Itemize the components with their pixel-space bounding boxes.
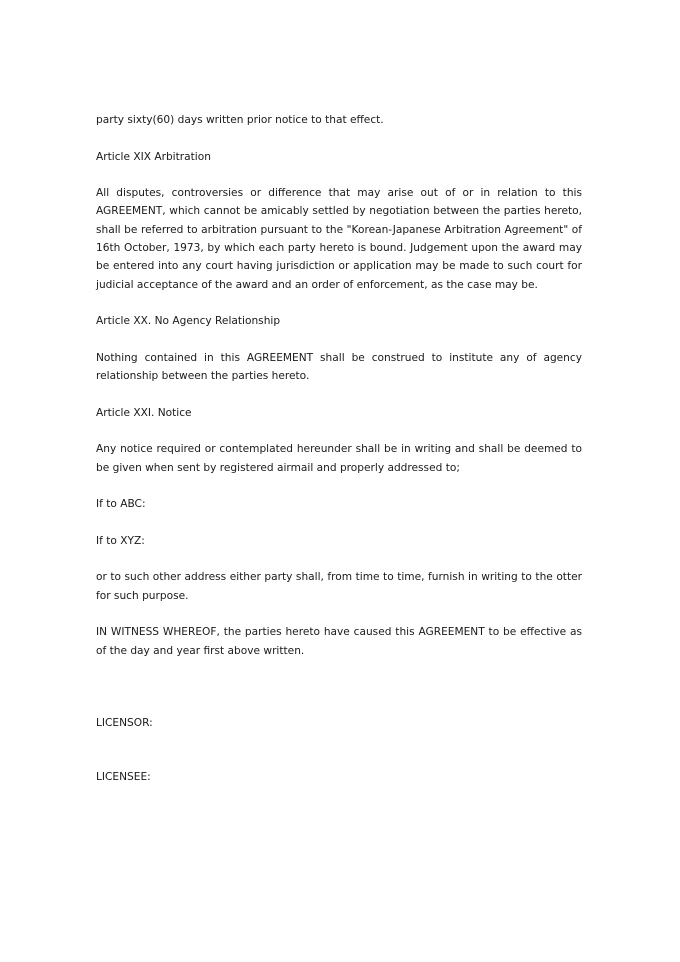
signature-block [96,714,582,787]
continuation-paragraph: party sixty(60) days written prior notice to that effect. [96,114,384,126]
article-21-body: Any notice required or contemplated hereunder shall be in writing and shall be deemed to be given when sent by registered airmail and properly addressed to; [96,443,582,474]
article-20-body: Nothing contained in this AGREEMENT shall be construed to institute any of agency relationship between the parties hereto. [96,351,582,383]
article-19-body: All disputes, controversies or difference that may arise out of or in relation to this AGREEMENT, which cannot be amicably settled by negotiation between the parties hereto, shall be referred to arbitration pursuant to the "Korean-Japanese Arbitration Agreement" of 16th October, 1973, by which each party hereto is bound. Judgement upon the award may be entered into any court having jurisdiction or application may be made to such court for judicial acceptance of the award and an order of enforcement, as the case may be. [96,187,582,291]
notice-address-abc: If to ABC: [96,498,146,511]
article-19-heading: Article XIX Arbitration [96,150,211,163]
document-body [96,111,582,823]
licensee-label: LICENSEE: [96,771,151,784]
witness-paragraph: IN WITNESS WHEREOF, the parties hereto have caused this AGREEMENT to be effective as of the day and year first above written. [96,626,582,657]
notice-address-xyz: If to XYZ: [96,534,145,547]
article-21-heading: Article XXⅠ. Notice [96,406,192,419]
licensor-label: LICENSOR: [96,716,153,729]
other-address-paragraph: or to such other address either party shall, from time to time, furnish in writing to the otter for such purpose. [96,571,582,602]
article-20-heading: Article XX. No Agency Relationship [96,315,281,328]
